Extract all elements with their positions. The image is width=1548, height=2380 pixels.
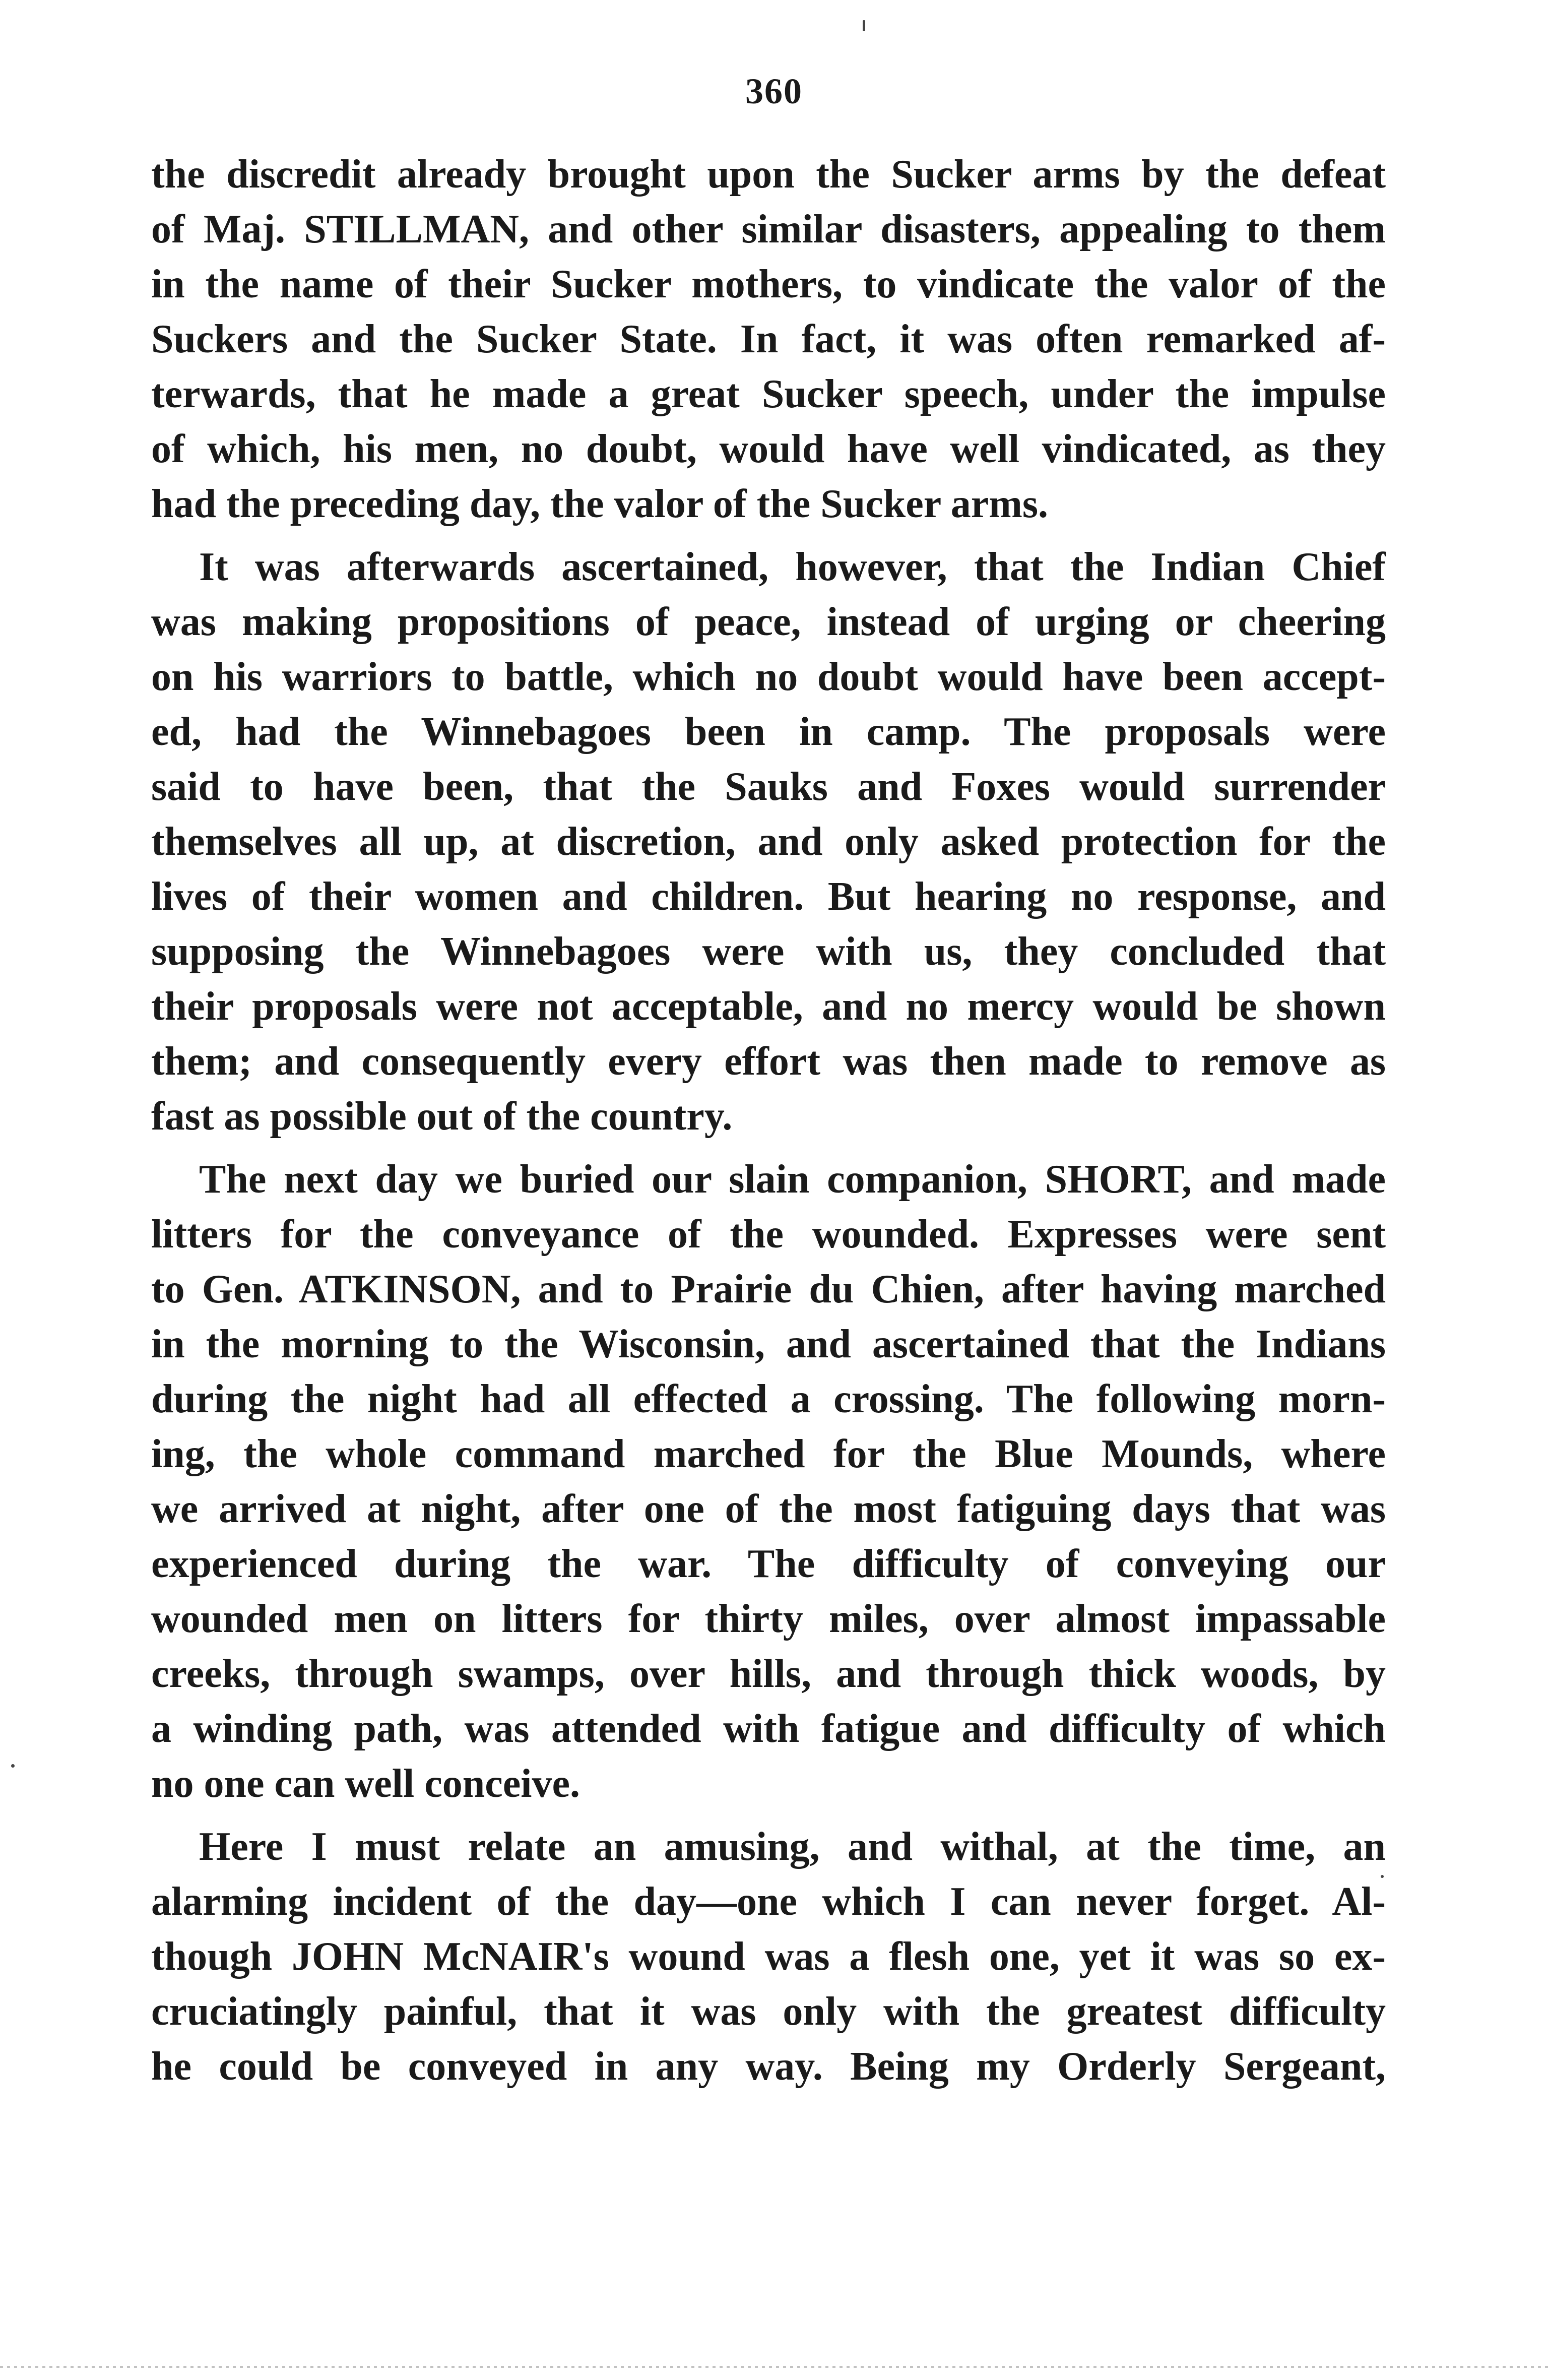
text-line: had the preceding day, the valor of the Sucker arms. (151, 482, 1049, 526)
text-line: themselves all up, at discretion, and only asked protection for the (151, 820, 1386, 864)
text-line: wounded men on litters for thirty miles, over almost impassable (151, 1597, 1386, 1641)
paragraph-4 (151, 1820, 1386, 2094)
text-line: them; and consequently every effort was then made to remove as (151, 1039, 1386, 1084)
paragraph-3 (151, 1152, 1386, 1811)
body-text (151, 147, 1386, 2094)
text-line: cruciatingly painful, that it was only with the greatest difficulty (151, 1989, 1386, 2034)
text-line: no one can well conceive. (151, 1762, 580, 1806)
text-line: It was afterwards ascertained, however, that the Indian Chief (199, 545, 1386, 589)
text-line: a winding path, was attended with fatigue and difficulty of which (151, 1707, 1386, 1751)
text-line: of Maj. STILLMAN, and other similar disasters, appealing to them (151, 207, 1386, 252)
text-line: creeks, through swamps, over hills, and through thick woods, by (151, 1652, 1386, 1696)
page-number: 360 (745, 71, 803, 111)
text-line: Here I must relate an amusing, and withal, at the time, an (199, 1825, 1386, 1869)
text-line: on his warriors to battle, which no doubt would have been accept- (151, 655, 1386, 699)
text-line: we arrived at night, after one of the most fatiguing days that was (151, 1487, 1386, 1531)
text-line: litters for the conveyance of the wounded. Expresses were sent (151, 1212, 1386, 1257)
text-line: though JOHN McNAIR's wound was a flesh one, yet it was so ex- (151, 1934, 1386, 1979)
text-line: the discredit already brought upon the Sucker arms by the defeat (151, 152, 1386, 197)
scan-speck (1381, 1875, 1384, 1878)
text-line: said to have been, that the Sauks and Foxes would surrender (151, 765, 1386, 809)
text-line: supposing the Winnebagoes were with us, they concluded that (151, 929, 1386, 974)
text-line: terwards, that he made a great Sucker speech, under the impulse (151, 372, 1386, 416)
text-line: their proposals were not acceptable, and no mercy would be shown (151, 984, 1386, 1029)
scan-edge-artifact (0, 2366, 1548, 2368)
text-line: Suckers and the Sucker State. In fact, it was often remarked af- (151, 317, 1386, 361)
text-line: in the name of their Sucker mothers, to vindicate the valor of the (151, 262, 1386, 306)
text-line: in the morning to the Wisconsin, and ascertained that the Indians (151, 1322, 1386, 1366)
text-line: was making propositions of peace, instead of urging or cheering (151, 600, 1386, 644)
text-line: he could be conveyed in any way. Being my Orderly Sergeant, (151, 2044, 1386, 2089)
paragraph-1 (151, 147, 1386, 532)
paragraph-2 (151, 540, 1386, 1144)
text-line: of which, his men, no doubt, would have well vindicated, as they (151, 427, 1386, 471)
text-line: alarming incident of the day—one which I can never forget. Al- (151, 1880, 1386, 1924)
text-line: fast as possible out of the country. (151, 1094, 733, 1139)
text-line: lives of their women and children. But hearing no response, and (151, 874, 1386, 919)
scan-speck (11, 1764, 15, 1768)
scan-speck (863, 20, 865, 31)
text-line: to Gen. ATKINSON, and to Prairie du Chien, after having marched (151, 1267, 1386, 1311)
text-line: during the night had all effected a crossing. The following morn- (151, 1377, 1386, 1421)
text-line: The next day we buried our slain companion, SHORT, and made (199, 1157, 1386, 1202)
text-line: experienced during the war. The difficulty of conveying our (151, 1542, 1386, 1586)
text-line: ed, had the Winnebagoes been in camp. The proposals were (151, 710, 1386, 754)
text-line: ing, the whole command marched for the Blue Mounds, where (151, 1432, 1386, 1476)
